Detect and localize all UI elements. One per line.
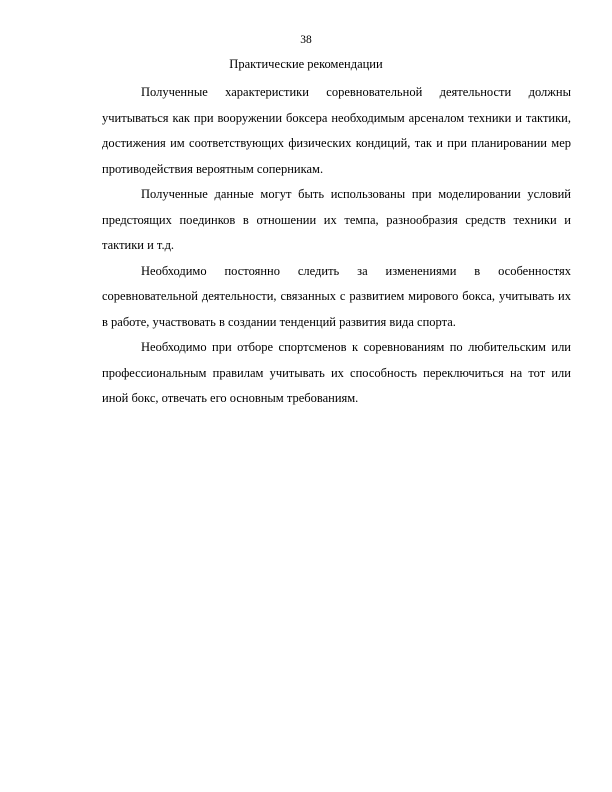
page-number: 38 [300, 34, 312, 46]
section-heading: Практические рекомендации [229, 57, 383, 71]
paragraph-3: Необходимо постоянно следить за изменениями в особенностях соревновательной деятельности, связанных с развитием мирового бокса, учитывать их в работе, участвовать в создании тенденций развития вида спорта. [102, 263, 571, 329]
paragraph-4: Необходимо при отборе спортсменов к соревнованиям по любительским или профессиональным правилам учитывать их способность переключиться на тот или иной бокс, отвечать его основным требованиям. [102, 340, 571, 405]
body-text [102, 80, 571, 412]
paragraph-1: Полученные характеристики соревновательной деятельности должны учитываться как при вооружении боксера необходимым арсеналом техники и тактики, достижения им соответствующих физических кондиций, так и при планировании мер противодействия вероятным соперникам. [102, 85, 571, 176]
paragraph-2: Полученные данные могут быть использованы при моделировании условий предстоящих поединков в отношении их темпа, разнообразия средств техники и тактики и т.д. [102, 187, 571, 252]
